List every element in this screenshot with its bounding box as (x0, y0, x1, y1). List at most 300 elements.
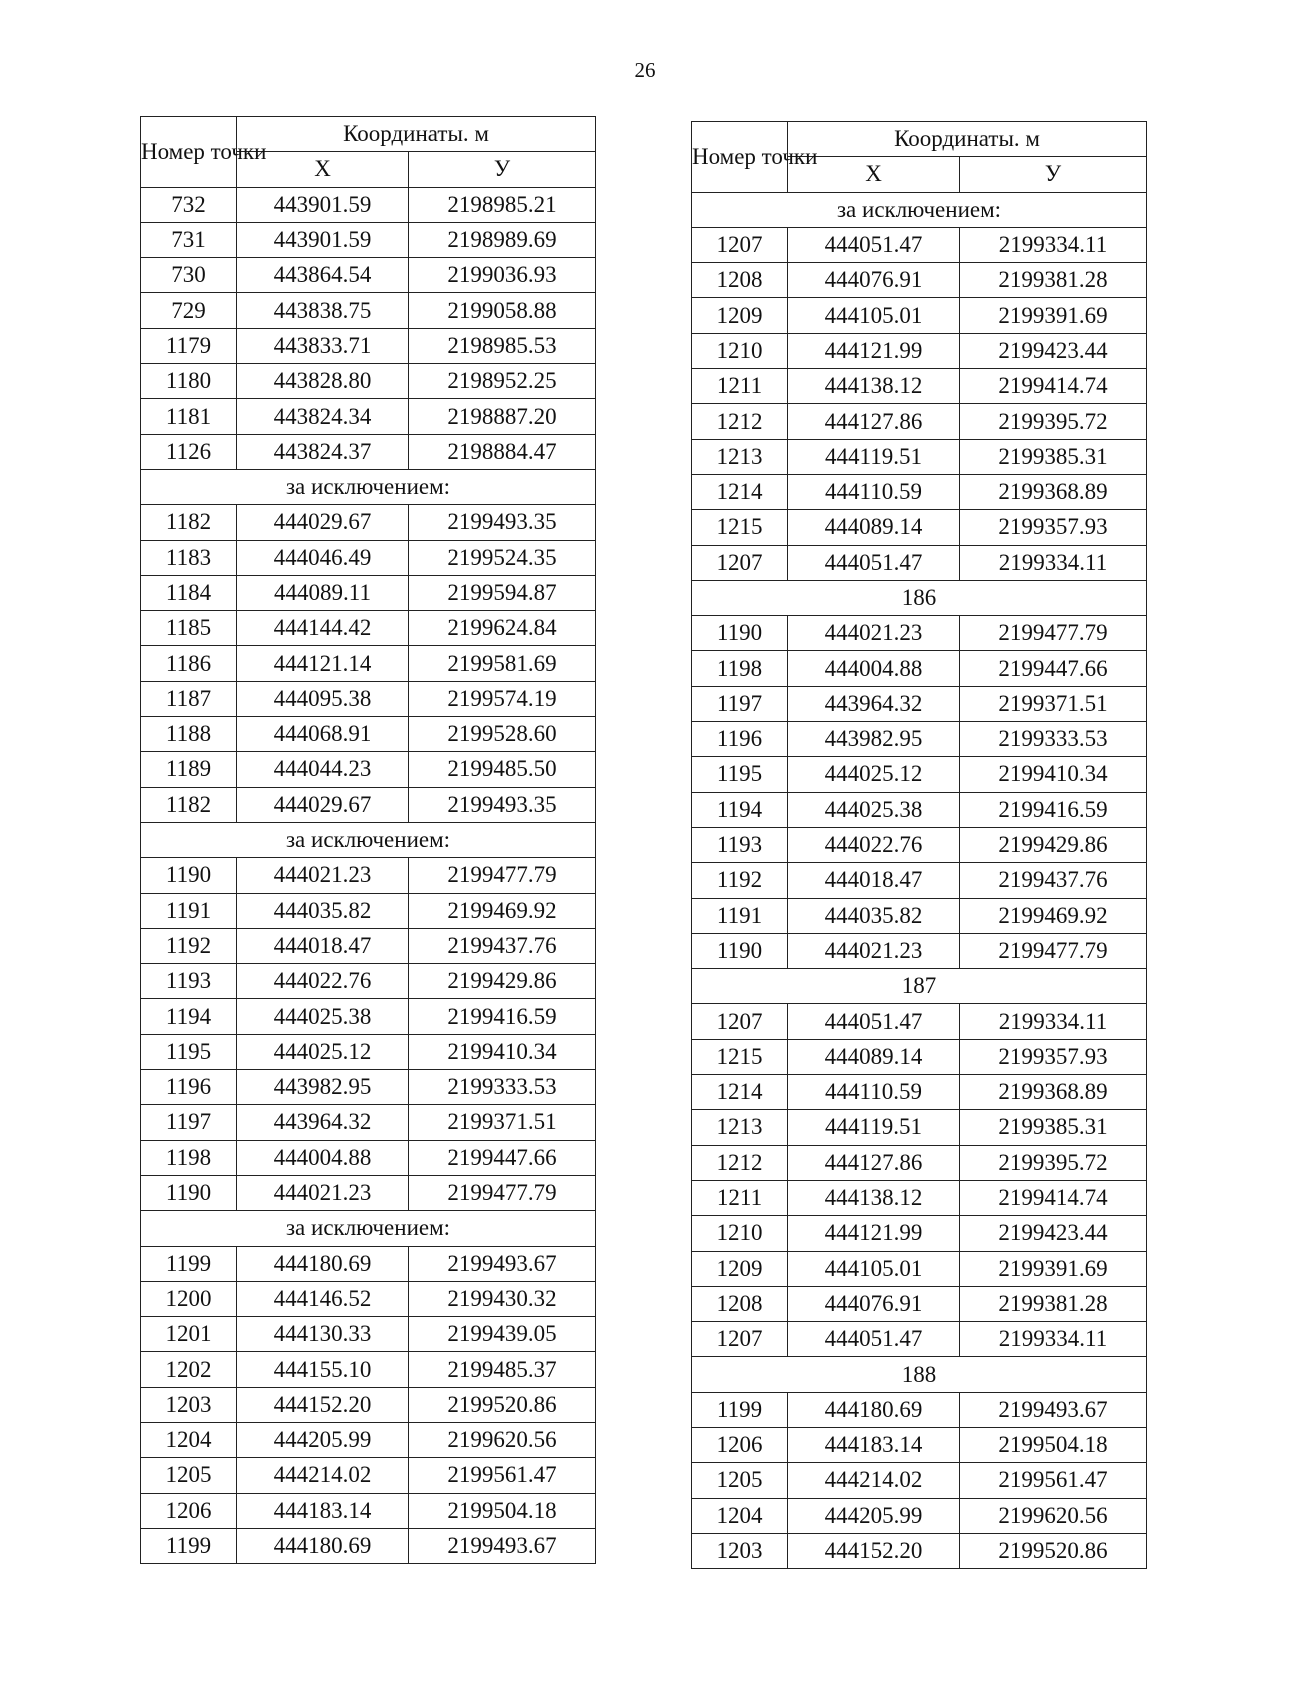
x-coordinate-cell: 444205.99 (237, 1422, 409, 1457)
x-coordinate-cell: 444105.01 (788, 298, 960, 333)
table-row (141, 1387, 596, 1422)
x-coordinate-cell: 444025.38 (788, 792, 960, 827)
point-number-cell: 1212 (692, 404, 788, 439)
y-coordinate-cell: 2199469.92 (409, 893, 596, 928)
table-row (141, 187, 596, 222)
x-header: Х (237, 152, 409, 187)
point-number-cell: 1192 (141, 928, 237, 963)
x-coordinate-cell: 443864.54 (237, 258, 409, 293)
x-coordinate-cell: 444110.59 (788, 1075, 960, 1110)
x-coordinate-cell: 444025.12 (788, 757, 960, 792)
table-row (692, 616, 1147, 651)
point-number-cell: 1205 (141, 1458, 237, 1493)
table-row (692, 298, 1147, 333)
y-coordinate-cell: 2198985.21 (409, 187, 596, 222)
y-coordinate-cell: 2199334.11 (960, 545, 1147, 580)
x-coordinate-cell: 444025.38 (237, 999, 409, 1034)
x-coordinate-cell: 444035.82 (788, 898, 960, 933)
table-row (692, 474, 1147, 509)
y-coordinate-cell: 2199423.44 (960, 333, 1147, 368)
x-coordinate-cell: 444152.20 (237, 1387, 409, 1422)
point-number-cell: 1199 (141, 1246, 237, 1281)
point-number-cell: 1210 (692, 333, 788, 368)
y-coordinate-cell: 2199447.66 (409, 1140, 596, 1175)
point-number-cell: 1214 (692, 1075, 788, 1110)
y-coordinate-cell: 2199439.05 (409, 1317, 596, 1352)
y-coordinate-cell: 2199391.69 (960, 1251, 1147, 1286)
point-number-cell: 1195 (692, 757, 788, 792)
y-coordinate-cell: 2199574.19 (409, 681, 596, 716)
point-number-cell: 1184 (141, 575, 237, 610)
point-number-cell: 732 (141, 187, 237, 222)
section-row (692, 969, 1147, 1004)
point-number-cell: 1194 (692, 792, 788, 827)
y-coordinate-cell: 2199447.66 (960, 651, 1147, 686)
x-coordinate-cell: 444004.88 (237, 1140, 409, 1175)
y-coordinate-cell: 2199381.28 (960, 263, 1147, 298)
x-coordinate-cell: 444205.99 (788, 1498, 960, 1533)
point-number-cell: 1206 (692, 1427, 788, 1462)
point-number-cell: 1203 (692, 1533, 788, 1568)
x-coordinate-cell: 444180.69 (788, 1392, 960, 1427)
y-coordinate-cell: 2199423.44 (960, 1216, 1147, 1251)
point-number-cell: 1202 (141, 1352, 237, 1387)
point-number-cell: 1204 (692, 1498, 788, 1533)
point-number-cell: 1186 (141, 646, 237, 681)
point-number-cell: 1207 (692, 227, 788, 262)
point-number-cell: 1198 (692, 651, 788, 686)
x-coordinate-cell: 444089.11 (237, 575, 409, 610)
table-row (692, 1533, 1147, 1568)
y-coordinate-cell: 2199371.51 (960, 686, 1147, 721)
x-coordinate-cell: 443982.95 (237, 1070, 409, 1105)
table-row (692, 722, 1147, 757)
y-coordinate-cell: 2199416.59 (960, 792, 1147, 827)
y-coordinate-cell: 2199469.92 (960, 898, 1147, 933)
y-coordinate-cell: 2199410.34 (409, 1034, 596, 1069)
table-row (141, 1528, 596, 1563)
x-coordinate-cell: 444018.47 (788, 863, 960, 898)
x-coordinate-cell: 444130.33 (237, 1317, 409, 1352)
point-number-cell: 1194 (141, 999, 237, 1034)
point-number-cell: 1199 (141, 1528, 237, 1563)
table-row (141, 964, 596, 999)
y-coordinate-cell: 2199429.86 (960, 827, 1147, 862)
section-label: за исключением: (141, 822, 596, 857)
table-row (692, 792, 1147, 827)
y-coordinate-cell: 2198989.69 (409, 222, 596, 257)
table-row (692, 863, 1147, 898)
table-row (141, 717, 596, 752)
table-row (692, 757, 1147, 792)
table-row (141, 1070, 596, 1105)
table-row (141, 293, 596, 328)
x-coordinate-cell: 444051.47 (788, 227, 960, 262)
section-row (692, 1357, 1147, 1392)
y-coordinate-cell: 2199395.72 (960, 1145, 1147, 1180)
point-number-cell: 1207 (692, 1322, 788, 1357)
point-number-cell: 1182 (141, 787, 237, 822)
x-coordinate-cell: 444214.02 (237, 1458, 409, 1493)
table-row (692, 1392, 1147, 1427)
x-coordinate-cell: 444121.14 (237, 646, 409, 681)
y-coordinate-cell: 2199334.11 (960, 227, 1147, 262)
table-row (692, 439, 1147, 474)
point-number-cell: 1198 (141, 1140, 237, 1175)
point-number-cell: 1181 (141, 399, 237, 434)
table-row (692, 1180, 1147, 1215)
y-coordinate-cell: 2199620.56 (960, 1498, 1147, 1533)
x-coordinate-cell: 444214.02 (788, 1463, 960, 1498)
table-row (692, 933, 1147, 968)
x-coordinate-cell: 444021.23 (237, 1175, 409, 1210)
x-coordinate-cell: 444121.99 (788, 1216, 960, 1251)
y-coordinate-cell: 2199381.28 (960, 1286, 1147, 1321)
table-row (692, 545, 1147, 580)
table-row (141, 1105, 596, 1140)
x-coordinate-cell: 443833.71 (237, 328, 409, 363)
table-row (141, 364, 596, 399)
x-coordinate-cell: 444180.69 (237, 1528, 409, 1563)
section-row (141, 469, 596, 504)
point-number-cell: 1211 (692, 369, 788, 404)
table-row (141, 434, 596, 469)
table-row (141, 575, 596, 610)
x-coordinate-cell: 444152.20 (788, 1533, 960, 1568)
section-label: 188 (692, 1357, 1147, 1392)
point-number-cell: 1208 (692, 263, 788, 298)
x-coordinate-cell: 444021.23 (788, 933, 960, 968)
y-coordinate-cell: 2199594.87 (409, 575, 596, 610)
x-coordinate-cell: 444183.14 (788, 1427, 960, 1462)
x-coordinate-cell: 443901.59 (237, 222, 409, 257)
point-number-cell: 1126 (141, 434, 237, 469)
y-coordinate-cell: 2199504.18 (960, 1427, 1147, 1462)
x-coordinate-cell: 444144.42 (237, 611, 409, 646)
table-row (141, 1352, 596, 1387)
point-number-cell: 1191 (141, 893, 237, 928)
table-row (141, 1034, 596, 1069)
table-row (141, 1140, 596, 1175)
y-coordinate-cell: 2199493.67 (960, 1392, 1147, 1427)
x-coordinate-cell: 444035.82 (237, 893, 409, 928)
point-number-cell: 1197 (141, 1105, 237, 1140)
table-row (141, 328, 596, 363)
point-number-cell: 1192 (692, 863, 788, 898)
table-row (692, 1075, 1147, 1110)
x-coordinate-cell: 444183.14 (237, 1493, 409, 1528)
point-number-cell: 1215 (692, 510, 788, 545)
table-row (692, 827, 1147, 862)
table-row (692, 369, 1147, 404)
point-number-cell: 1188 (141, 717, 237, 752)
y-coordinate-cell: 2198887.20 (409, 399, 596, 434)
y-coordinate-cell: 2199371.51 (409, 1105, 596, 1140)
x-coordinate-cell: 444119.51 (788, 439, 960, 474)
point-number-cell: 1210 (692, 1216, 788, 1251)
point-number-cell: 1211 (692, 1180, 788, 1215)
x-coordinate-cell: 444127.86 (788, 1145, 960, 1180)
y-coordinate-cell: 2199520.86 (409, 1387, 596, 1422)
x-header: Х (788, 157, 960, 192)
y-coordinate-cell: 2199493.67 (409, 1528, 596, 1563)
point-number-cell: 1190 (692, 933, 788, 968)
section-label: за исключением: (141, 469, 596, 504)
table-row (692, 651, 1147, 686)
x-coordinate-cell: 444095.38 (237, 681, 409, 716)
point-number-cell: 1187 (141, 681, 237, 716)
table-row (141, 1493, 596, 1528)
table-row (141, 399, 596, 434)
point-number-cell: 730 (141, 258, 237, 293)
point-number-cell: 1204 (141, 1422, 237, 1457)
y-coordinate-cell: 2198985.53 (409, 328, 596, 363)
point-number-header: Номер точки (692, 122, 788, 193)
point-number-cell: 1197 (692, 686, 788, 721)
table-row (141, 752, 596, 787)
x-coordinate-cell: 444022.76 (237, 964, 409, 999)
point-number-cell: 1207 (692, 1004, 788, 1039)
y-header: У (960, 157, 1147, 192)
y-coordinate-cell: 2199414.74 (960, 369, 1147, 404)
table-row (141, 681, 596, 716)
y-coordinate-cell: 2199430.32 (409, 1281, 596, 1316)
point-number-cell: 1212 (692, 1145, 788, 1180)
table-row (141, 505, 596, 540)
table-row (692, 1427, 1147, 1462)
y-coordinate-cell: 2199485.37 (409, 1352, 596, 1387)
point-number-cell: 1213 (692, 439, 788, 474)
y-coordinate-cell: 2199058.88 (409, 293, 596, 328)
point-number-cell: 1215 (692, 1039, 788, 1074)
y-coordinate-cell: 2198884.47 (409, 434, 596, 469)
y-coordinate-cell: 2199561.47 (960, 1463, 1147, 1498)
point-number-cell: 1180 (141, 364, 237, 399)
table-row (141, 1422, 596, 1457)
table-row (692, 1286, 1147, 1321)
x-coordinate-cell: 444004.88 (788, 651, 960, 686)
y-coordinate-cell: 2199429.86 (409, 964, 596, 999)
point-number-cell: 731 (141, 222, 237, 257)
x-coordinate-cell: 444146.52 (237, 1281, 409, 1316)
point-number-cell: 1179 (141, 328, 237, 363)
x-coordinate-cell: 443824.37 (237, 434, 409, 469)
y-coordinate-cell: 2199334.11 (960, 1004, 1147, 1039)
x-coordinate-cell: 444121.99 (788, 333, 960, 368)
table-row (141, 258, 596, 293)
y-coordinate-cell: 2199414.74 (960, 1180, 1147, 1215)
point-number-cell: 1196 (141, 1070, 237, 1105)
table-row (141, 893, 596, 928)
point-number-cell: 1190 (141, 858, 237, 893)
table-row (692, 1004, 1147, 1039)
x-coordinate-cell: 444076.91 (788, 263, 960, 298)
point-number-cell: 1196 (692, 722, 788, 757)
coordinates-header: Координаты. м (237, 117, 596, 152)
x-coordinate-cell: 444105.01 (788, 1251, 960, 1286)
table-row (141, 1175, 596, 1210)
table-row (141, 611, 596, 646)
table-row (141, 928, 596, 963)
y-coordinate-cell: 2199368.89 (960, 1075, 1147, 1110)
table-row (141, 999, 596, 1034)
y-coordinate-cell: 2199357.93 (960, 510, 1147, 545)
x-coordinate-cell: 444110.59 (788, 474, 960, 509)
x-coordinate-cell: 444051.47 (788, 1322, 960, 1357)
section-label: за исключением: (692, 192, 1147, 227)
y-coordinate-cell: 2199477.79 (409, 1175, 596, 1210)
point-number-cell: 1182 (141, 505, 237, 540)
y-coordinate-cell: 2199528.60 (409, 717, 596, 752)
y-coordinate-cell: 2199395.72 (960, 404, 1147, 439)
point-number-cell: 1209 (692, 298, 788, 333)
point-number-cell: 1191 (692, 898, 788, 933)
x-coordinate-cell: 444029.67 (237, 505, 409, 540)
x-coordinate-cell: 443964.32 (788, 686, 960, 721)
y-coordinate-cell: 2199416.59 (409, 999, 596, 1034)
table-row (692, 227, 1147, 262)
x-coordinate-cell: 444155.10 (237, 1352, 409, 1387)
table-row (141, 1246, 596, 1281)
table-row (692, 1322, 1147, 1357)
x-coordinate-cell: 444021.23 (237, 858, 409, 893)
x-coordinate-cell: 444089.14 (788, 1039, 960, 1074)
y-coordinate-cell: 2199391.69 (960, 298, 1147, 333)
y-coordinate-cell: 2199493.35 (409, 787, 596, 822)
y-coordinate-cell: 2199581.69 (409, 646, 596, 681)
y-coordinate-cell: 2199333.53 (409, 1070, 596, 1105)
point-number-cell: 1207 (692, 545, 788, 580)
point-number-cell: 1200 (141, 1281, 237, 1316)
point-number-cell: 1195 (141, 1034, 237, 1069)
section-label: 187 (692, 969, 1147, 1004)
x-coordinate-cell: 444025.12 (237, 1034, 409, 1069)
point-number-cell: 1189 (141, 752, 237, 787)
x-coordinate-cell: 444068.91 (237, 717, 409, 752)
x-coordinate-cell: 444029.67 (237, 787, 409, 822)
point-number-cell: 1193 (141, 964, 237, 999)
table-row (692, 1463, 1147, 1498)
y-coordinate-cell: 2199385.31 (960, 439, 1147, 474)
y-coordinate-cell: 2199477.79 (960, 933, 1147, 968)
x-coordinate-cell: 443824.34 (237, 399, 409, 434)
y-coordinate-cell: 2199410.34 (960, 757, 1147, 792)
table-row (692, 510, 1147, 545)
x-coordinate-cell: 444138.12 (788, 369, 960, 404)
x-coordinate-cell: 444119.51 (788, 1110, 960, 1145)
point-number-cell: 1193 (692, 827, 788, 862)
x-coordinate-cell: 444076.91 (788, 1286, 960, 1321)
table-row (141, 787, 596, 822)
x-coordinate-cell: 444138.12 (788, 1180, 960, 1215)
table-row (692, 263, 1147, 298)
y-coordinate-cell: 2199620.56 (409, 1422, 596, 1457)
coordinates-body-left (141, 187, 596, 1564)
point-number-cell: 1190 (692, 616, 788, 651)
y-coordinate-cell: 2199520.86 (960, 1533, 1147, 1568)
x-coordinate-cell: 444127.86 (788, 404, 960, 439)
y-coordinate-cell: 2199334.11 (960, 1322, 1147, 1357)
coordinates-body-right (692, 192, 1147, 1569)
y-coordinate-cell: 2199036.93 (409, 258, 596, 293)
y-coordinate-cell: 2199368.89 (960, 474, 1147, 509)
table-row (141, 540, 596, 575)
point-number-cell: 1203 (141, 1387, 237, 1422)
y-coordinate-cell: 2199333.53 (960, 722, 1147, 757)
x-coordinate-cell: 443828.80 (237, 364, 409, 399)
table-row (141, 646, 596, 681)
table-row (692, 686, 1147, 721)
table-row (692, 1498, 1147, 1533)
section-row (692, 192, 1147, 227)
x-coordinate-cell: 444180.69 (237, 1246, 409, 1281)
point-number-cell: 1208 (692, 1286, 788, 1321)
point-number-cell: 1183 (141, 540, 237, 575)
x-coordinate-cell: 443838.75 (237, 293, 409, 328)
coordinates-table-left (140, 116, 596, 1564)
y-coordinate-cell: 2199357.93 (960, 1039, 1147, 1074)
coordinates-table-right (691, 121, 1147, 1569)
x-coordinate-cell: 444051.47 (788, 1004, 960, 1039)
table-row (692, 1145, 1147, 1180)
y-header: У (409, 152, 596, 187)
x-coordinate-cell: 443964.32 (237, 1105, 409, 1140)
table-row (692, 1251, 1147, 1286)
point-number-cell: 1201 (141, 1317, 237, 1352)
table-row (141, 1317, 596, 1352)
point-number-cell: 1185 (141, 611, 237, 646)
section-row (141, 1211, 596, 1246)
page-number: 26 (634, 58, 656, 82)
point-number-cell: 1190 (141, 1175, 237, 1210)
section-row (692, 580, 1147, 615)
y-coordinate-cell: 2199437.76 (409, 928, 596, 963)
x-coordinate-cell: 444046.49 (237, 540, 409, 575)
table-row (141, 1281, 596, 1316)
x-coordinate-cell: 444018.47 (237, 928, 409, 963)
point-number-header: Номер точки (141, 117, 237, 188)
table-row (141, 858, 596, 893)
point-number-cell: 1214 (692, 474, 788, 509)
x-coordinate-cell: 443982.95 (788, 722, 960, 757)
table-row (141, 1458, 596, 1493)
table-row (692, 333, 1147, 368)
point-number-cell: 1199 (692, 1392, 788, 1427)
x-coordinate-cell: 444044.23 (237, 752, 409, 787)
y-coordinate-cell: 2199477.79 (960, 616, 1147, 651)
y-coordinate-cell: 2199493.67 (409, 1246, 596, 1281)
y-coordinate-cell: 2199485.50 (409, 752, 596, 787)
y-coordinate-cell: 2199624.84 (409, 611, 596, 646)
section-label: за исключением: (141, 1211, 596, 1246)
section-row (141, 822, 596, 857)
section-label: 186 (692, 580, 1147, 615)
table-row (692, 1039, 1147, 1074)
point-number-cell: 1209 (692, 1251, 788, 1286)
table-row (692, 404, 1147, 439)
y-coordinate-cell: 2199524.35 (409, 540, 596, 575)
table-row (692, 1110, 1147, 1145)
y-coordinate-cell: 2199477.79 (409, 858, 596, 893)
y-coordinate-cell: 2199385.31 (960, 1110, 1147, 1145)
x-coordinate-cell: 444089.14 (788, 510, 960, 545)
y-coordinate-cell: 2199561.47 (409, 1458, 596, 1493)
x-coordinate-cell: 444021.23 (788, 616, 960, 651)
y-coordinate-cell: 2199437.76 (960, 863, 1147, 898)
x-coordinate-cell: 444051.47 (788, 545, 960, 580)
point-number-cell: 1206 (141, 1493, 237, 1528)
y-coordinate-cell: 2199504.18 (409, 1493, 596, 1528)
